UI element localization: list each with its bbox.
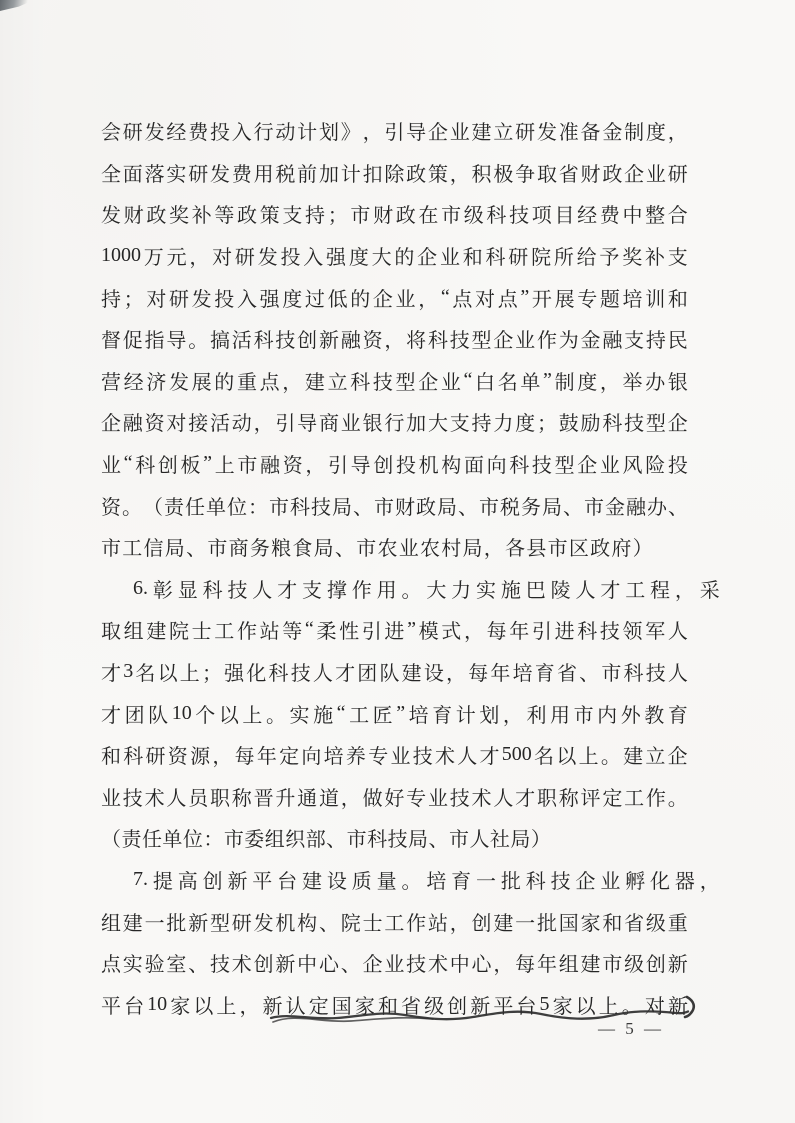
text-line: 市 工 信 局 、 市 商 务 粮 食 局 、 市 农 业 农 村 局 ， 各 县 市 区 政 府 ） <box>101 538 653 561</box>
scan-corner-artifact <box>0 0 34 11</box>
text-line: 持 ； 对 研 发 投 入 强 度 过 低 的 企 业 ， “ 点 对 点 ” 开 展 专 题 培 训 和 <box>101 285 688 311</box>
text-line: 资 。 （ 责 任 单 位 ： 市 科 技 局 、 市 财 政 局 、 市 税 务 局 、 市 金 融 办 、 <box>101 496 688 519</box>
text-line: 才 团 队 10 个 以 上 。 实 施 “ 工 匠 ” 培 育 计 划 ， 利 用 市 内 外 教 育 <box>101 701 688 727</box>
text-line: 和 科 研 资 源 ， 每 年 定 向 培 养 专 业 技 术 人 才 500 名 以 上 。 建 立 企 <box>101 743 688 769</box>
text-line: 取 组 建 院 士 工 作 站 等 “ 柔 性 引 进 ” 模 式 ， 每 年 引 进 科 技 领 军 人 <box>101 618 688 644</box>
text-line: 会 研 发 经 费 投 入 行 动 计 划 》 ， 引 导 企 业 建 立 研 发 准 备 金 制 度 ， <box>101 122 688 145</box>
page-number: — 5 — <box>598 1019 664 1038</box>
text-line: 营 经 济 发 展 的 重 点 ， 建 立 科 技 型 企 业 “ 白 名 单 ” 制 度 ， 举 办 银 <box>101 368 688 394</box>
document-text-block <box>101 110 720 1025</box>
text-line: 点 实 验 室 、 技 术 创 新 中 心 、 企 业 技 术 中 心 ， 每 年 组 建 市 级 创 新 <box>101 954 688 977</box>
text-line: 业 “ 科 创 板 ” 上 市 融 资 ， 引 导 创 投 机 构 面 向 科 技 型 企 业 风 险 投 <box>101 452 688 478</box>
text-line: 平 台 10 家 以 上 ， 新 认 定 国 家 和 省 级 创 新 平 台 5 家 以 上 。 对 新 <box>101 992 688 1018</box>
text-line: 1000 万 元 ， 对 研 发 投 入 强 度 大 的 企 业 和 科 研 院 所 给 予 奖 补 支 <box>101 244 688 270</box>
text-line: 6. 彰 显 科 技 人 才 支 撑 作 用 。 大 力 实 施 巴 陵 人 才 工 程 ， 采 <box>133 576 720 602</box>
text-line: （ 责 任 单 位 ： 市 委 组 织 部 、 市 科 技 局 、 市 人 社 局 ） <box>101 829 551 852</box>
text-line: 企 融 资 对 接 活 动 ， 引 导 商 业 银 行 加 大 支 持 力 度 ； 鼓 励 科 技 型 企 <box>101 413 688 436</box>
text-line: 发 财 政 奖 补 等 政 策 支 持 ； 市 财 政 在 市 级 科 技 项 目 经 费 中 整 合 <box>101 205 688 228</box>
text-line: 业 技 术 人 员 职 称 晋 升 通 道 ， 做 好 专 业 技 术 人 才 职 称 评 定 工 作 。 <box>101 787 688 810</box>
text-line: 才 3 名 以 上 ； 强 化 科 技 人 才 团 队 建 设 ， 每 年 培 育 省 、 市 科 技 人 <box>101 660 688 686</box>
text-line: 全 面 落 实 研 发 费 用 税 前 加 计 扣 除 政 策 ， 积 极 争 取 省 财 政 企 业 研 <box>101 163 688 186</box>
text-line: 督 促 指 导 。 搞 活 科 技 创 新 融 资 ， 将 科 技 型 企 业 作 为 金 融 支 持 民 <box>101 330 688 353</box>
text-line: 组 建 一 批 新 型 研 发 机 构 、 院 士 工 作 站 ， 创 建 一 批 国 家 和 省 级 重 <box>101 912 688 935</box>
text-line: 7. 提 高 创 新 平 台 建 设 质 量 。 培 育 一 批 科 技 企 业 孵 化 器 ， <box>133 867 720 893</box>
